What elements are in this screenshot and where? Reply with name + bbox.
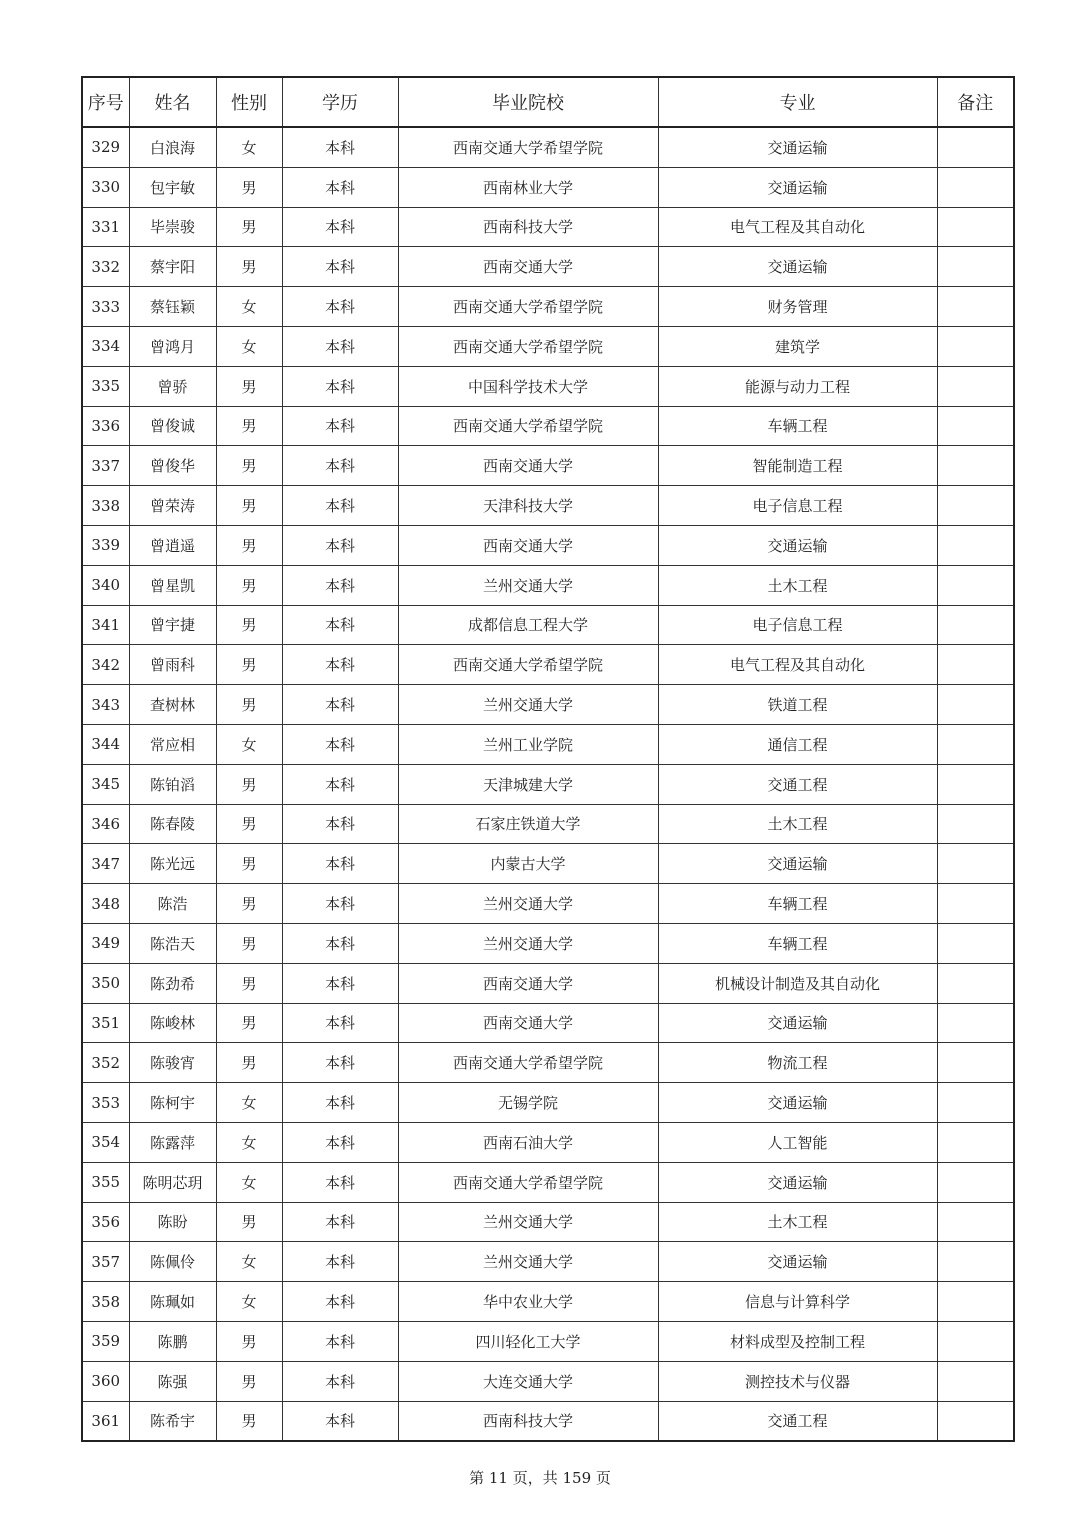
cell-seq: 329 bbox=[82, 127, 129, 167]
table-row bbox=[82, 287, 1014, 327]
cell-name: 陈劲希 bbox=[129, 963, 216, 1003]
cell-major: 人工智能 bbox=[658, 1122, 937, 1162]
cell-gender: 男 bbox=[216, 923, 282, 963]
cell-education: 本科 bbox=[282, 525, 398, 565]
cell-education: 本科 bbox=[282, 1401, 398, 1441]
cell-school: 西南交通大学希望学院 bbox=[398, 406, 658, 446]
cell-note bbox=[937, 247, 1014, 287]
cell-education: 本科 bbox=[282, 1202, 398, 1242]
table-row bbox=[82, 1401, 1014, 1441]
cell-school: 天津科技大学 bbox=[398, 486, 658, 526]
cell-gender: 女 bbox=[216, 1083, 282, 1123]
table-row bbox=[82, 1043, 1014, 1083]
cell-school: 石家庄铁道大学 bbox=[398, 804, 658, 844]
cell-gender: 男 bbox=[216, 167, 282, 207]
table-row bbox=[82, 366, 1014, 406]
cell-major: 交通运输 bbox=[658, 1083, 937, 1123]
cell-school: 西南交通大学希望学院 bbox=[398, 287, 658, 327]
cell-seq: 357 bbox=[82, 1242, 129, 1282]
cell-note bbox=[937, 1162, 1014, 1202]
cell-school: 西南石油大学 bbox=[398, 1122, 658, 1162]
cell-school: 西南交通大学 bbox=[398, 525, 658, 565]
cell-education: 本科 bbox=[282, 1242, 398, 1282]
cell-school: 兰州交通大学 bbox=[398, 923, 658, 963]
cell-note bbox=[937, 287, 1014, 327]
cell-gender: 女 bbox=[216, 326, 282, 366]
cell-seq: 352 bbox=[82, 1043, 129, 1083]
cell-school: 西南交通大学 bbox=[398, 247, 658, 287]
cell-major: 信息与计算科学 bbox=[658, 1282, 937, 1322]
cell-major: 交通工程 bbox=[658, 1401, 937, 1441]
cell-major: 交通运输 bbox=[658, 1242, 937, 1282]
cell-note bbox=[937, 724, 1014, 764]
cell-note bbox=[937, 1282, 1014, 1322]
cell-name: 蔡宇阳 bbox=[129, 247, 216, 287]
cell-education: 本科 bbox=[282, 724, 398, 764]
cell-gender: 男 bbox=[216, 1401, 282, 1441]
cell-seq: 359 bbox=[82, 1321, 129, 1361]
cell-note bbox=[937, 1321, 1014, 1361]
cell-note bbox=[937, 645, 1014, 685]
cell-education: 本科 bbox=[282, 287, 398, 327]
cell-name: 曾星凯 bbox=[129, 565, 216, 605]
cell-seq: 350 bbox=[82, 963, 129, 1003]
header-note: 备注 bbox=[937, 77, 1014, 127]
cell-note bbox=[937, 406, 1014, 446]
cell-seq: 342 bbox=[82, 645, 129, 685]
cell-name: 陈浩 bbox=[129, 884, 216, 924]
cell-name: 陈希宇 bbox=[129, 1401, 216, 1441]
cell-education: 本科 bbox=[282, 565, 398, 605]
table-row bbox=[82, 525, 1014, 565]
cell-seq: 360 bbox=[82, 1361, 129, 1401]
cell-name: 蔡钰颖 bbox=[129, 287, 216, 327]
cell-major: 车辆工程 bbox=[658, 884, 937, 924]
cell-gender: 男 bbox=[216, 605, 282, 645]
table-row bbox=[82, 804, 1014, 844]
cell-school: 无锡学院 bbox=[398, 1083, 658, 1123]
cell-school: 西南科技大学 bbox=[398, 207, 658, 247]
cell-major: 交通运输 bbox=[658, 247, 937, 287]
cell-gender: 女 bbox=[216, 1282, 282, 1322]
cell-major: 土木工程 bbox=[658, 804, 937, 844]
cell-note bbox=[937, 127, 1014, 167]
table-row bbox=[82, 127, 1014, 167]
table-row bbox=[82, 1282, 1014, 1322]
roster-table bbox=[81, 76, 1015, 1442]
cell-gender: 男 bbox=[216, 525, 282, 565]
cell-education: 本科 bbox=[282, 1122, 398, 1162]
table-row bbox=[82, 565, 1014, 605]
cell-major: 电气工程及其自动化 bbox=[658, 207, 937, 247]
cell-name: 常应相 bbox=[129, 724, 216, 764]
cell-education: 本科 bbox=[282, 645, 398, 685]
cell-name: 毕崇骏 bbox=[129, 207, 216, 247]
table-row bbox=[82, 884, 1014, 924]
cell-major: 材料成型及控制工程 bbox=[658, 1321, 937, 1361]
table-row bbox=[82, 326, 1014, 366]
cell-seq: 348 bbox=[82, 884, 129, 924]
cell-school: 华中农业大学 bbox=[398, 1282, 658, 1322]
cell-education: 本科 bbox=[282, 605, 398, 645]
cell-major: 车辆工程 bbox=[658, 923, 937, 963]
cell-name: 曾宇捷 bbox=[129, 605, 216, 645]
cell-gender: 男 bbox=[216, 1043, 282, 1083]
cell-gender: 女 bbox=[216, 724, 282, 764]
cell-name: 陈柯宇 bbox=[129, 1083, 216, 1123]
table-row bbox=[82, 207, 1014, 247]
cell-name: 陈峻林 bbox=[129, 1003, 216, 1043]
table-body bbox=[82, 127, 1014, 1441]
cell-name: 曾骄 bbox=[129, 366, 216, 406]
table-row bbox=[82, 1162, 1014, 1202]
cell-name: 陈铂滔 bbox=[129, 764, 216, 804]
cell-gender: 男 bbox=[216, 366, 282, 406]
cell-note bbox=[937, 326, 1014, 366]
table-row bbox=[82, 764, 1014, 804]
header-gender: 性别 bbox=[216, 77, 282, 127]
cell-name: 曾雨科 bbox=[129, 645, 216, 685]
cell-major: 交通运输 bbox=[658, 844, 937, 884]
cell-name: 陈明芯玥 bbox=[129, 1162, 216, 1202]
cell-gender: 男 bbox=[216, 1003, 282, 1043]
cell-note bbox=[937, 764, 1014, 804]
cell-education: 本科 bbox=[282, 446, 398, 486]
page-footer: 第 11 页，共 159 页 bbox=[469, 1469, 611, 1487]
cell-note bbox=[937, 685, 1014, 725]
cell-school: 兰州交通大学 bbox=[398, 1242, 658, 1282]
cell-name: 陈珮如 bbox=[129, 1282, 216, 1322]
cell-school: 中国科学技术大学 bbox=[398, 366, 658, 406]
cell-gender: 女 bbox=[216, 1122, 282, 1162]
table-row bbox=[82, 1003, 1014, 1043]
cell-education: 本科 bbox=[282, 1282, 398, 1322]
cell-school: 兰州交通大学 bbox=[398, 685, 658, 725]
cell-note bbox=[937, 525, 1014, 565]
cell-note bbox=[937, 1401, 1014, 1441]
cell-note bbox=[937, 923, 1014, 963]
cell-gender: 女 bbox=[216, 287, 282, 327]
cell-education: 本科 bbox=[282, 764, 398, 804]
cell-seq: 331 bbox=[82, 207, 129, 247]
cell-name: 陈浩天 bbox=[129, 923, 216, 963]
cell-gender: 男 bbox=[216, 844, 282, 884]
cell-note bbox=[937, 207, 1014, 247]
cell-school: 西南交通大学希望学院 bbox=[398, 127, 658, 167]
cell-education: 本科 bbox=[282, 884, 398, 924]
table-row bbox=[82, 167, 1014, 207]
cell-education: 本科 bbox=[282, 406, 398, 446]
cell-note bbox=[937, 1083, 1014, 1123]
cell-name: 陈鹏 bbox=[129, 1321, 216, 1361]
cell-school: 西南科技大学 bbox=[398, 1401, 658, 1441]
cell-school: 西南林业大学 bbox=[398, 167, 658, 207]
cell-major: 建筑学 bbox=[658, 326, 937, 366]
cell-name: 曾荣涛 bbox=[129, 486, 216, 526]
cell-major: 土木工程 bbox=[658, 1202, 937, 1242]
cell-gender: 男 bbox=[216, 446, 282, 486]
cell-note bbox=[937, 605, 1014, 645]
cell-note bbox=[937, 1202, 1014, 1242]
cell-name: 曾俊诚 bbox=[129, 406, 216, 446]
cell-name: 白浪海 bbox=[129, 127, 216, 167]
cell-seq: 355 bbox=[82, 1162, 129, 1202]
cell-seq: 351 bbox=[82, 1003, 129, 1043]
cell-school: 兰州交通大学 bbox=[398, 884, 658, 924]
cell-seq: 346 bbox=[82, 804, 129, 844]
cell-school: 西南交通大学 bbox=[398, 1003, 658, 1043]
table-row bbox=[82, 1242, 1014, 1282]
cell-education: 本科 bbox=[282, 963, 398, 1003]
cell-major: 交通运输 bbox=[658, 1162, 937, 1202]
table-row bbox=[82, 605, 1014, 645]
cell-seq: 361 bbox=[82, 1401, 129, 1441]
cell-seq: 334 bbox=[82, 326, 129, 366]
cell-gender: 男 bbox=[216, 963, 282, 1003]
cell-major: 智能制造工程 bbox=[658, 446, 937, 486]
header-school: 毕业院校 bbox=[398, 77, 658, 127]
cell-seq: 333 bbox=[82, 287, 129, 327]
cell-seq: 344 bbox=[82, 724, 129, 764]
header-name: 姓名 bbox=[129, 77, 216, 127]
table-row bbox=[82, 1083, 1014, 1123]
cell-school: 四川轻化工大学 bbox=[398, 1321, 658, 1361]
cell-seq: 332 bbox=[82, 247, 129, 287]
cell-major: 电子信息工程 bbox=[658, 486, 937, 526]
cell-note bbox=[937, 486, 1014, 526]
cell-gender: 男 bbox=[216, 685, 282, 725]
table-row bbox=[82, 645, 1014, 685]
cell-note bbox=[937, 565, 1014, 605]
cell-gender: 男 bbox=[216, 247, 282, 287]
cell-seq: 354 bbox=[82, 1122, 129, 1162]
cell-gender: 女 bbox=[216, 1162, 282, 1202]
cell-education: 本科 bbox=[282, 1361, 398, 1401]
cell-education: 本科 bbox=[282, 1321, 398, 1361]
cell-major: 车辆工程 bbox=[658, 406, 937, 446]
cell-seq: 338 bbox=[82, 486, 129, 526]
table-row bbox=[82, 486, 1014, 526]
cell-name: 查树林 bbox=[129, 685, 216, 725]
cell-name: 陈春陵 bbox=[129, 804, 216, 844]
cell-note bbox=[937, 1003, 1014, 1043]
cell-major: 交通运输 bbox=[658, 127, 937, 167]
cell-education: 本科 bbox=[282, 685, 398, 725]
cell-education: 本科 bbox=[282, 366, 398, 406]
cell-education: 本科 bbox=[282, 247, 398, 287]
cell-note bbox=[937, 1361, 1014, 1401]
cell-school: 西南交通大学希望学院 bbox=[398, 326, 658, 366]
cell-education: 本科 bbox=[282, 127, 398, 167]
cell-school: 成都信息工程大学 bbox=[398, 605, 658, 645]
cell-education: 本科 bbox=[282, 804, 398, 844]
cell-major: 物流工程 bbox=[658, 1043, 937, 1083]
cell-gender: 男 bbox=[216, 406, 282, 446]
header-education: 学历 bbox=[282, 77, 398, 127]
cell-gender: 男 bbox=[216, 884, 282, 924]
cell-name: 曾鸿月 bbox=[129, 326, 216, 366]
cell-note bbox=[937, 1242, 1014, 1282]
cell-major: 铁道工程 bbox=[658, 685, 937, 725]
cell-seq: 330 bbox=[82, 167, 129, 207]
cell-education: 本科 bbox=[282, 844, 398, 884]
table-row bbox=[82, 923, 1014, 963]
cell-note bbox=[937, 884, 1014, 924]
header-major: 专业 bbox=[658, 77, 937, 127]
cell-major: 通信工程 bbox=[658, 724, 937, 764]
cell-education: 本科 bbox=[282, 923, 398, 963]
cell-note bbox=[937, 1122, 1014, 1162]
cell-seq: 353 bbox=[82, 1083, 129, 1123]
cell-seq: 336 bbox=[82, 406, 129, 446]
cell-note bbox=[937, 446, 1014, 486]
table-row bbox=[82, 724, 1014, 764]
cell-note bbox=[937, 844, 1014, 884]
cell-seq: 335 bbox=[82, 366, 129, 406]
cell-major: 交通运输 bbox=[658, 167, 937, 207]
cell-name: 陈强 bbox=[129, 1361, 216, 1401]
cell-education: 本科 bbox=[282, 1043, 398, 1083]
cell-major: 交通运输 bbox=[658, 525, 937, 565]
cell-school: 西南交通大学希望学院 bbox=[398, 645, 658, 685]
cell-school: 兰州交通大学 bbox=[398, 565, 658, 605]
cell-education: 本科 bbox=[282, 1003, 398, 1043]
cell-education: 本科 bbox=[282, 1162, 398, 1202]
cell-seq: 358 bbox=[82, 1282, 129, 1322]
cell-note bbox=[937, 366, 1014, 406]
cell-major: 能源与动力工程 bbox=[658, 366, 937, 406]
cell-school: 兰州交通大学 bbox=[398, 1202, 658, 1242]
table-row bbox=[82, 1122, 1014, 1162]
cell-school: 内蒙古大学 bbox=[398, 844, 658, 884]
cell-gender: 男 bbox=[216, 764, 282, 804]
cell-education: 本科 bbox=[282, 326, 398, 366]
cell-gender: 男 bbox=[216, 565, 282, 605]
cell-school: 天津城建大学 bbox=[398, 764, 658, 804]
cell-major: 交通运输 bbox=[658, 1003, 937, 1043]
cell-major: 交通工程 bbox=[658, 764, 937, 804]
cell-name: 曾逍遥 bbox=[129, 525, 216, 565]
table-row bbox=[82, 685, 1014, 725]
cell-name: 曾俊华 bbox=[129, 446, 216, 486]
cell-seq: 347 bbox=[82, 844, 129, 884]
cell-seq: 345 bbox=[82, 764, 129, 804]
cell-gender: 女 bbox=[216, 127, 282, 167]
cell-education: 本科 bbox=[282, 207, 398, 247]
cell-gender: 男 bbox=[216, 207, 282, 247]
cell-school: 西南交通大学希望学院 bbox=[398, 1162, 658, 1202]
cell-gender: 男 bbox=[216, 1202, 282, 1242]
cell-name: 陈光远 bbox=[129, 844, 216, 884]
cell-name: 陈佩伶 bbox=[129, 1242, 216, 1282]
cell-seq: 343 bbox=[82, 685, 129, 725]
cell-seq: 341 bbox=[82, 605, 129, 645]
cell-seq: 337 bbox=[82, 446, 129, 486]
cell-major: 土木工程 bbox=[658, 565, 937, 605]
cell-major: 机械设计制造及其自动化 bbox=[658, 963, 937, 1003]
cell-school: 兰州工业学院 bbox=[398, 724, 658, 764]
cell-school: 西南交通大学希望学院 bbox=[398, 1043, 658, 1083]
cell-education: 本科 bbox=[282, 486, 398, 526]
cell-education: 本科 bbox=[282, 1083, 398, 1123]
header-row bbox=[82, 77, 1014, 127]
table-row bbox=[82, 1321, 1014, 1361]
cell-gender: 男 bbox=[216, 486, 282, 526]
cell-major: 测控技术与仪器 bbox=[658, 1361, 937, 1401]
cell-major: 电子信息工程 bbox=[658, 605, 937, 645]
header-seq: 序号 bbox=[82, 77, 129, 127]
cell-gender: 男 bbox=[216, 1321, 282, 1361]
table-row bbox=[82, 446, 1014, 486]
table-row bbox=[82, 963, 1014, 1003]
cell-note bbox=[937, 804, 1014, 844]
cell-name: 陈露萍 bbox=[129, 1122, 216, 1162]
table-row bbox=[82, 1361, 1014, 1401]
cell-school: 西南交通大学 bbox=[398, 446, 658, 486]
cell-name: 陈骏宵 bbox=[129, 1043, 216, 1083]
table-row bbox=[82, 406, 1014, 446]
cell-name: 陈盼 bbox=[129, 1202, 216, 1242]
cell-gender: 女 bbox=[216, 1242, 282, 1282]
cell-seq: 339 bbox=[82, 525, 129, 565]
cell-seq: 340 bbox=[82, 565, 129, 605]
cell-note bbox=[937, 963, 1014, 1003]
cell-name: 包宇敏 bbox=[129, 167, 216, 207]
cell-note bbox=[937, 167, 1014, 207]
cell-education: 本科 bbox=[282, 167, 398, 207]
cell-school: 大连交通大学 bbox=[398, 1361, 658, 1401]
cell-gender: 男 bbox=[216, 1361, 282, 1401]
cell-gender: 男 bbox=[216, 804, 282, 844]
table-row bbox=[82, 844, 1014, 884]
cell-major: 财务管理 bbox=[658, 287, 937, 327]
cell-note bbox=[937, 1043, 1014, 1083]
cell-seq: 356 bbox=[82, 1202, 129, 1242]
table-row bbox=[82, 247, 1014, 287]
cell-seq: 349 bbox=[82, 923, 129, 963]
cell-gender: 男 bbox=[216, 645, 282, 685]
cell-major: 电气工程及其自动化 bbox=[658, 645, 937, 685]
table-header bbox=[82, 77, 1014, 127]
cell-school: 西南交通大学 bbox=[398, 963, 658, 1003]
table-row bbox=[82, 1202, 1014, 1242]
